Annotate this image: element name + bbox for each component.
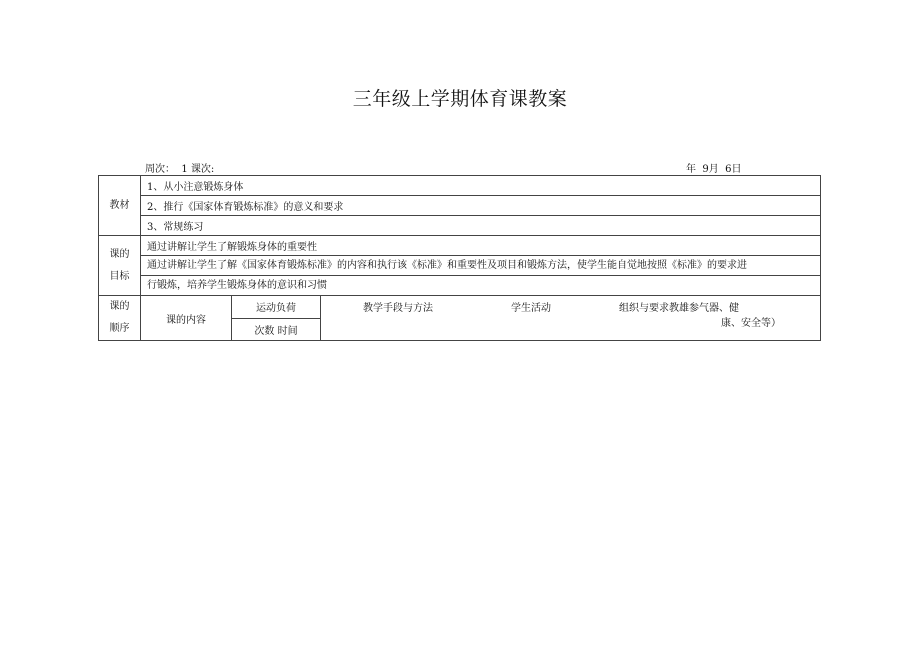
lesson-plan-table xyxy=(98,175,821,341)
student-activity-header: 学生活动 xyxy=(511,303,551,314)
date-label: 年 9月 6日 xyxy=(686,164,742,175)
material-item-2: 2、推行《国家体育锻炼标准》的意义和要求 xyxy=(141,196,821,216)
material-row-3 xyxy=(99,216,821,236)
method-headers xyxy=(321,296,821,341)
order-row-1 xyxy=(99,296,821,319)
material-item-3: 3、常规练习 xyxy=(141,216,821,236)
page-title: 三年级上学期体育课教案 xyxy=(352,88,568,110)
objective-label: 课的 目标 xyxy=(99,236,141,296)
load-header: 运动负荷 xyxy=(232,296,321,319)
order-label: 课的 顺序 xyxy=(99,296,141,341)
methods-header: 教学手段与方法 xyxy=(363,303,433,314)
material-row-2 xyxy=(99,196,821,216)
content-header: 课的内容 xyxy=(141,296,232,341)
count-time-header: 次数 时间 xyxy=(232,318,321,341)
material-item-1: 1、从小注意锻炼身体 xyxy=(141,176,821,196)
objective-row-2 xyxy=(99,256,821,296)
week-lesson-label: 周次： 1 课次: xyxy=(145,164,215,175)
organization-header: 组织与要求教雄参气器、健 xyxy=(619,303,739,314)
organization-header-cont: 康、安全等） xyxy=(721,318,781,329)
objective-row-1 xyxy=(99,236,821,256)
objective-item-2: 通过讲解让学生了解《国家体育锻炼标准》的内容和执行该《标准》和重要性及项目和锻炼方法，使学生能自觉地按照《标准》的要求进 行锻炼，培养学生锻炼身体的意识和习惯 xyxy=(141,256,821,296)
objective-item-1: 通过讲解让学生了解锻炼身体的重要性 xyxy=(141,236,821,256)
material-row-1 xyxy=(99,176,821,196)
material-label: 教材 xyxy=(99,176,141,236)
